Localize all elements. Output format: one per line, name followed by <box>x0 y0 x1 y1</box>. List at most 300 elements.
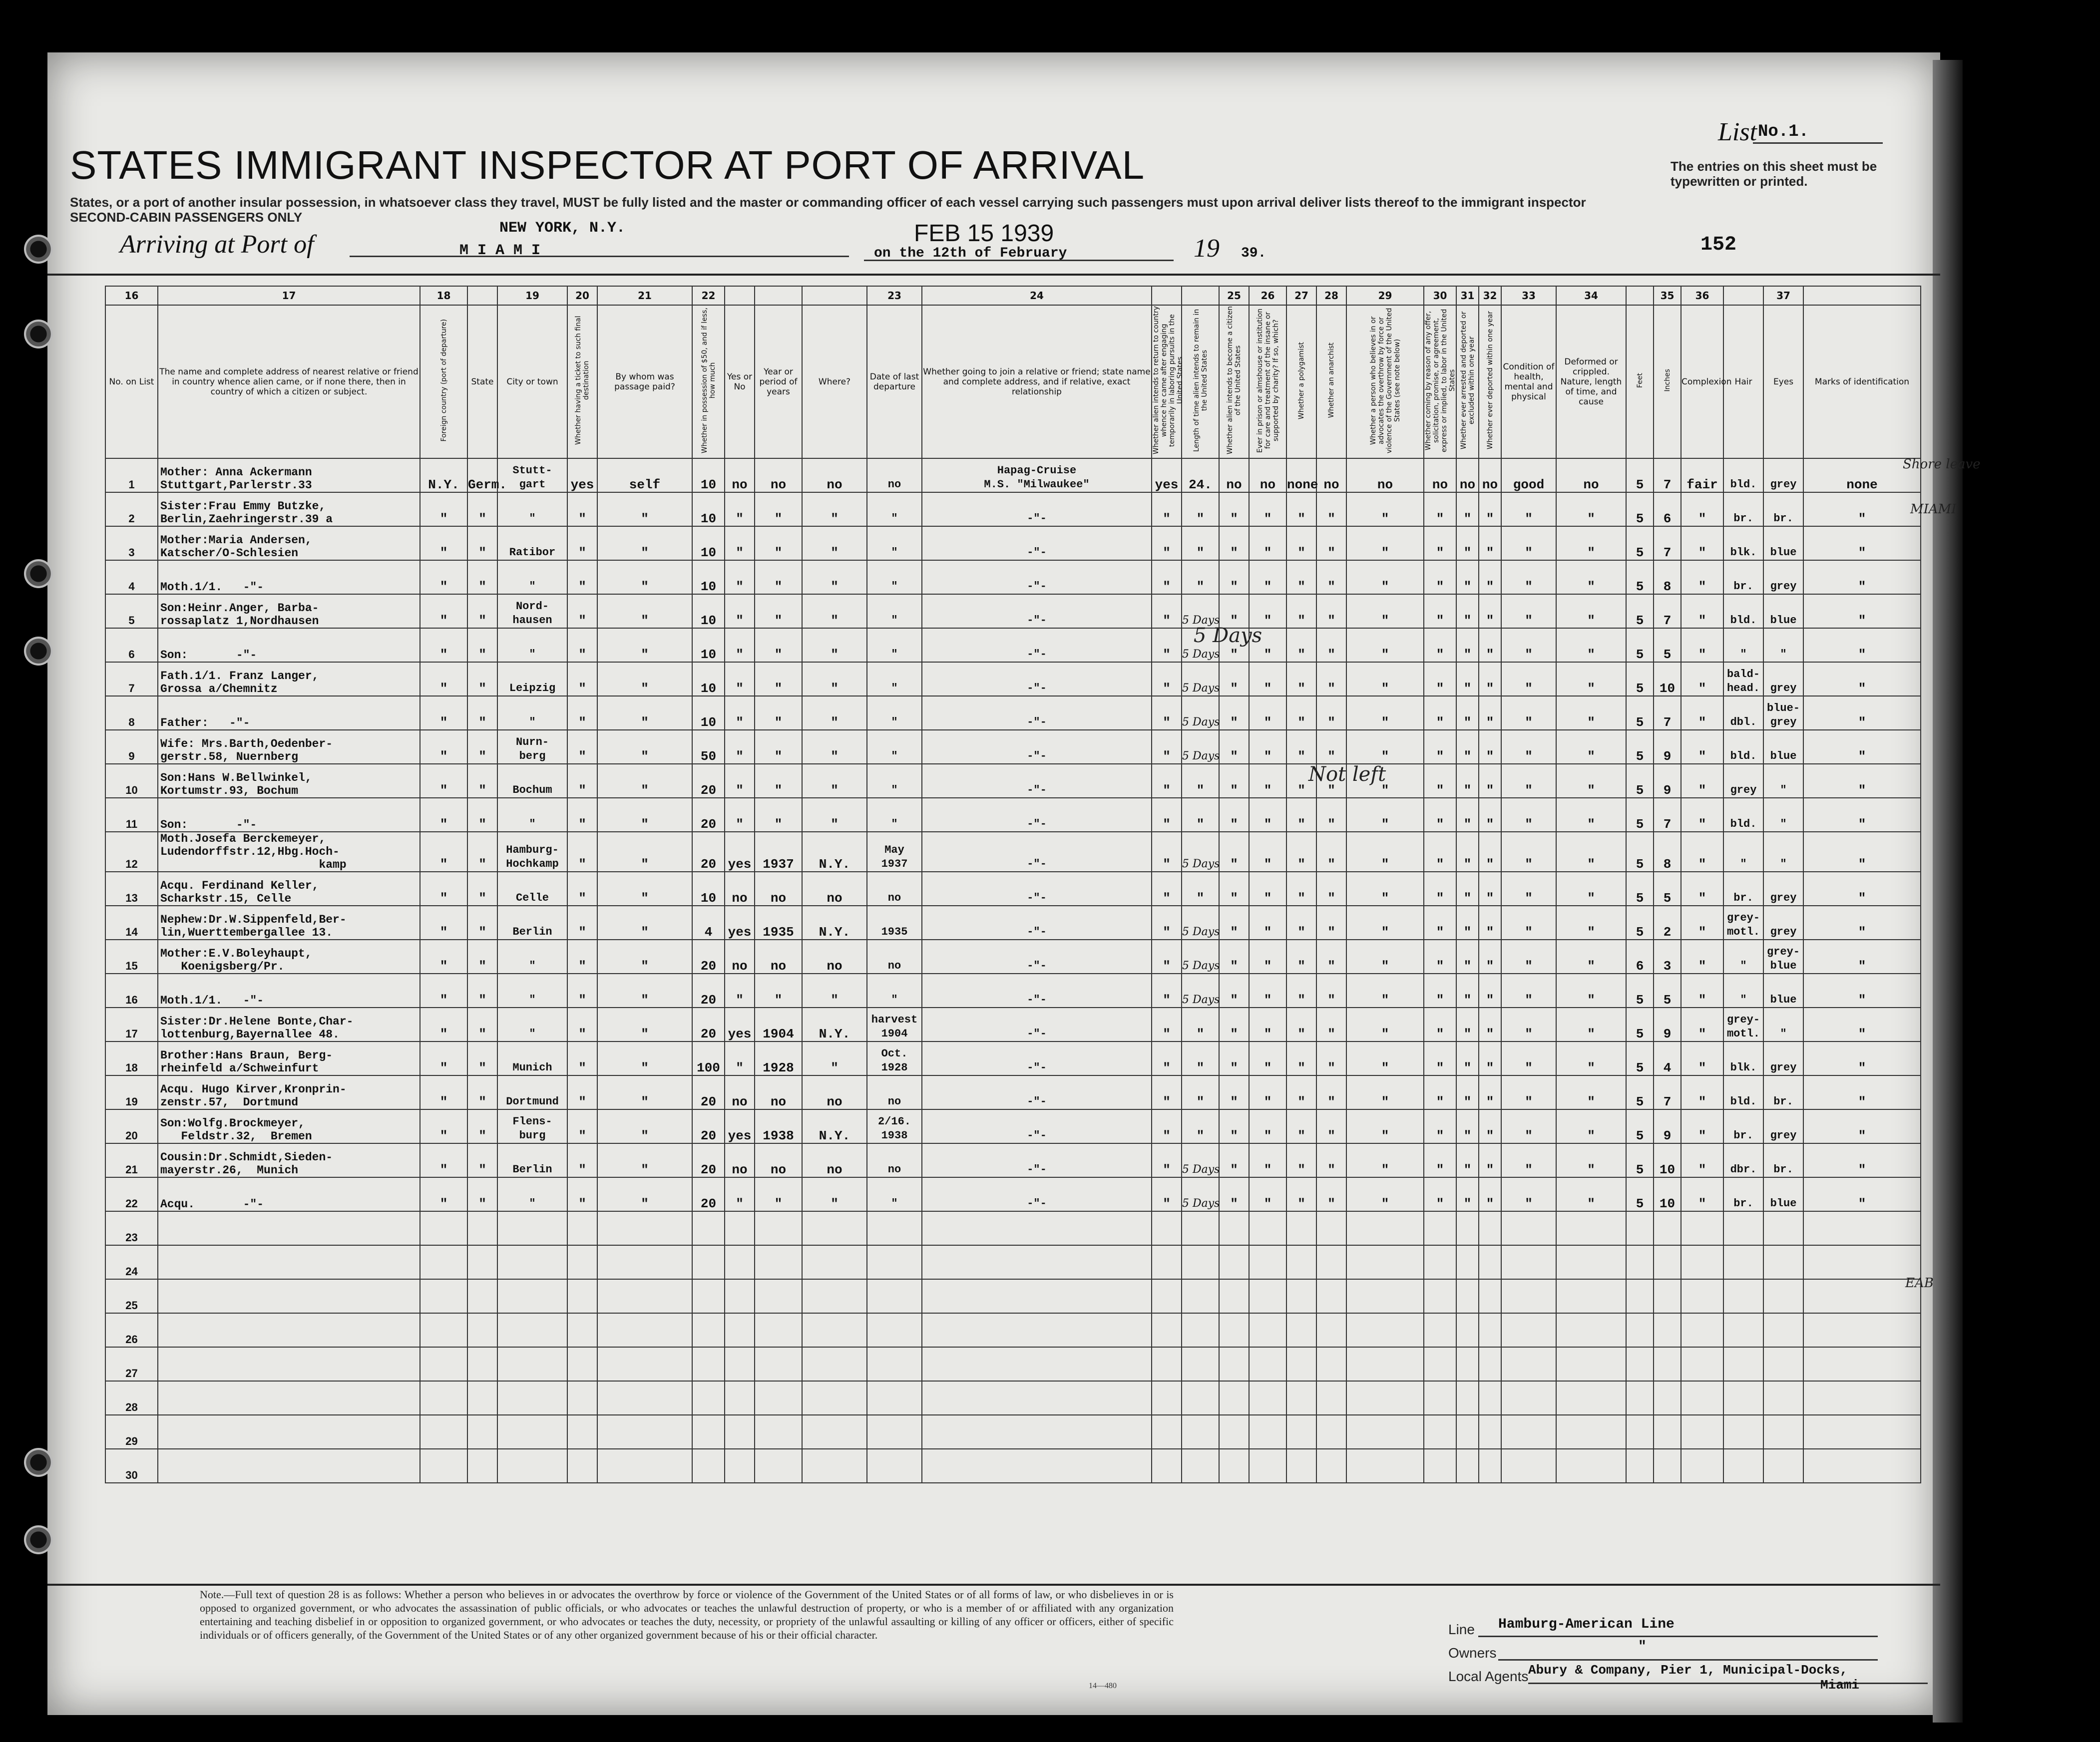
column-number <box>755 286 802 305</box>
cell-q31: " <box>1479 764 1501 798</box>
cell-no: 25 <box>105 1279 158 1313</box>
cell-dt: " <box>867 798 922 832</box>
cell-eyes: grey <box>1763 1042 1803 1075</box>
cell-eyes: grey <box>1763 560 1803 594</box>
cell-q28: " <box>1346 628 1424 662</box>
shipping-line: Hamburg-American Line <box>1498 1617 1675 1632</box>
margin-note-city: MIAMI <box>1910 502 1957 517</box>
cell-q31: " <box>1479 940 1501 974</box>
cell-wh: " <box>802 764 867 798</box>
cell-yr: " <box>755 560 802 594</box>
cell-q31: " <box>1479 1075 1501 1109</box>
cell-q29: no <box>1424 458 1456 492</box>
cell-fc: " <box>420 1042 467 1075</box>
cell-pa: " <box>1152 1143 1182 1177</box>
empty-cell <box>867 1211 922 1245</box>
cell-st: " <box>467 492 497 526</box>
cell-cond: good <box>1501 458 1556 492</box>
empty-cell <box>867 1415 922 1449</box>
empty-cell <box>1346 1415 1424 1449</box>
empty-cell <box>1424 1347 1456 1381</box>
cell-pb: " <box>1182 526 1219 560</box>
cell-yr: " <box>755 492 802 526</box>
cell-q27: " <box>1316 560 1346 594</box>
cell-pb: 24. <box>1182 458 1219 492</box>
cell-pb: 5 Days <box>1182 594 1219 628</box>
cell-dt: 1935 <box>867 906 922 940</box>
header-prison <box>1249 305 1286 458</box>
cell-pb: " <box>1182 764 1219 798</box>
cell-hair: br. <box>1723 872 1763 906</box>
cell-q30: " <box>1456 974 1479 1008</box>
cell-marks: " <box>1803 526 1921 560</box>
cell-st: " <box>467 1177 497 1211</box>
agents-label: Local Agents <box>1448 1669 1529 1684</box>
empty-cell <box>1316 1313 1346 1347</box>
cell-join: -"- <box>922 492 1152 526</box>
cell-paid: " <box>597 730 692 764</box>
cell-city: " <box>497 628 567 662</box>
cell-hair: blk. <box>1723 1042 1763 1075</box>
empty-cell <box>1456 1449 1479 1483</box>
column-number: 26 <box>1249 286 1286 305</box>
cell-eyes: grey <box>1763 458 1803 492</box>
empty-cell <box>1556 1347 1626 1381</box>
cell-wh: " <box>802 696 867 730</box>
cell-pc: " <box>1219 730 1249 764</box>
cell-q25: " <box>1249 1109 1286 1143</box>
column-header-row <box>105 305 1921 458</box>
cell-q25: " <box>1249 628 1286 662</box>
header-condition: Condition of health, mental and physical <box>1501 305 1556 458</box>
empty-cell <box>467 1211 497 1245</box>
cell-yn: " <box>725 492 755 526</box>
cell-cond: " <box>1501 526 1556 560</box>
cell-q26: " <box>1286 662 1316 696</box>
cell-money: 10 <box>692 458 725 492</box>
empty-cell <box>597 1279 692 1313</box>
empty-cell <box>467 1415 497 1449</box>
empty-cell <box>692 1279 725 1313</box>
cell-wh: " <box>802 730 867 764</box>
cell-in: 6 <box>1654 492 1681 526</box>
header-q28-text: Whether a person who believes in or advocates the overthrow by force or violence of the Government of the United States (see note below) <box>1369 308 1401 453</box>
empty-cell <box>1681 1381 1723 1415</box>
cell-pc: " <box>1219 872 1249 906</box>
cell-comp: " <box>1681 974 1723 1008</box>
empty-cell <box>1803 1415 1921 1449</box>
cell-yn: no <box>725 872 755 906</box>
cell-in: 5 <box>1654 974 1681 1008</box>
cell-rel: Son:Hans W.Bellwinkel, Kortumstr.93, Bochum <box>158 764 420 798</box>
empty-cell <box>1424 1449 1456 1483</box>
cell-wh: N.Y. <box>802 1109 867 1143</box>
empty-cell <box>867 1449 922 1483</box>
cell-q28: " <box>1346 594 1424 628</box>
cell-no: 22 <box>105 1177 158 1211</box>
cell-wh: no <box>802 1143 867 1177</box>
cell-money: 20 <box>692 798 725 832</box>
empty-cell <box>1654 1347 1681 1381</box>
cell-pa: " <box>1152 560 1182 594</box>
cell-q31: " <box>1479 730 1501 764</box>
cell-comp: " <box>1681 492 1723 526</box>
empty-cell <box>467 1347 497 1381</box>
header-q29-text: Whether coming by reason of any offer, solicitation, promise, or agreement, express or implied, to labor in the United States <box>1424 309 1456 452</box>
cell-q26: " <box>1286 798 1316 832</box>
cell-no: 6 <box>105 628 158 662</box>
empty-cell <box>1681 1415 1723 1449</box>
cell-rel: Moth.1/1. -"- <box>158 974 420 1008</box>
empty-cell <box>802 1313 867 1347</box>
cell-q30: " <box>1456 526 1479 560</box>
cell-ticket: " <box>567 906 597 940</box>
cell-def: " <box>1556 662 1626 696</box>
table-row <box>105 798 1921 832</box>
cell-wh: " <box>802 594 867 628</box>
cell-q29: " <box>1424 560 1456 594</box>
cell-rel: Brother:Hans Braun, Berg- rheinfeld a/Schweinfurt <box>158 1042 420 1075</box>
cell-wh: no <box>802 872 867 906</box>
cell-q27: " <box>1316 832 1346 872</box>
empty-cell <box>597 1313 692 1347</box>
column-number: 35 <box>1654 286 1681 305</box>
cell-comp: " <box>1681 764 1723 798</box>
cell-q30: " <box>1456 662 1479 696</box>
cell-fc: " <box>420 526 467 560</box>
cell-q25: " <box>1249 764 1286 798</box>
cell-ticket: yes <box>567 458 597 492</box>
cell-pb: 5 Days <box>1182 730 1219 764</box>
empty-cell <box>420 1381 467 1415</box>
empty-cell <box>1346 1245 1424 1279</box>
empty-cell <box>1456 1347 1479 1381</box>
empty-cell <box>755 1211 802 1245</box>
empty-cell <box>567 1245 597 1279</box>
empty-cell <box>1346 1313 1424 1347</box>
cell-q30: " <box>1456 1075 1479 1109</box>
cell-ft: 5 <box>1626 560 1654 594</box>
cell-pc: " <box>1219 1109 1249 1143</box>
cell-pc: " <box>1219 1008 1249 1042</box>
cell-city: Stutt- gart <box>497 458 567 492</box>
cell-yn: yes <box>725 906 755 940</box>
cell-q26: " <box>1286 1008 1316 1042</box>
empty-cell <box>1501 1381 1556 1415</box>
cell-def: " <box>1556 872 1626 906</box>
cell-pb: 5 Days <box>1182 974 1219 1008</box>
cell-money: 20 <box>692 940 725 974</box>
empty-cell <box>1681 1279 1723 1313</box>
cell-q25: " <box>1249 1143 1286 1177</box>
cell-yn: " <box>725 560 755 594</box>
cell-yr: " <box>755 662 802 696</box>
empty-cell <box>1219 1449 1249 1483</box>
column-number: 19 <box>497 286 567 305</box>
cell-st: " <box>467 974 497 1008</box>
empty-cell <box>692 1313 725 1347</box>
empty-cell <box>1249 1347 1286 1381</box>
cell-yn: no <box>725 940 755 974</box>
struck-port: NEW YORK, N.Y. <box>499 220 626 237</box>
cell-comp: " <box>1681 696 1723 730</box>
cell-st: " <box>467 1042 497 1075</box>
cell-paid: " <box>597 1042 692 1075</box>
empty-cell <box>1316 1415 1346 1449</box>
header-no: No. on List <box>105 305 158 458</box>
empty-cell <box>497 1347 567 1381</box>
cell-cond: " <box>1501 1177 1556 1211</box>
cell-in: 5 <box>1654 628 1681 662</box>
cell-st: " <box>467 526 497 560</box>
empty-cell <box>1763 1449 1803 1483</box>
cell-city: Ratibor <box>497 526 567 560</box>
cell-hair: grey- motl. <box>1723 1008 1763 1042</box>
empty-cell <box>467 1313 497 1347</box>
empty-cell <box>1316 1245 1346 1279</box>
cell-ticket: " <box>567 696 597 730</box>
cell-dt: Oct. 1928 <box>867 1042 922 1075</box>
cell-marks: " <box>1803 662 1921 696</box>
cell-def: " <box>1556 594 1626 628</box>
cell-in: 4 <box>1654 1042 1681 1075</box>
table-row <box>105 1008 1921 1042</box>
header-deformed: Deformed or crippled. Nature, length of time, and cause <box>1556 305 1626 458</box>
column-number: 24 <box>922 286 1152 305</box>
cell-city: Hamburg- Hochkamp <box>497 832 567 872</box>
empty-cell <box>1803 1279 1921 1313</box>
cell-no: 1 <box>105 458 158 492</box>
empty-cell <box>755 1245 802 1279</box>
cell-comp: " <box>1681 832 1723 872</box>
cell-q25: " <box>1249 1075 1286 1109</box>
cell-pb: 5 Days <box>1182 696 1219 730</box>
header-money-text: Whether in possession of $50, and if less, how much <box>700 308 717 453</box>
cell-in: 7 <box>1654 526 1681 560</box>
column-number: 34 <box>1556 286 1626 305</box>
arriving-label: Arriving at Port of <box>120 230 314 259</box>
header-foreign-country <box>420 305 467 458</box>
cell-hair: " <box>1723 974 1763 1008</box>
header-year-period: Year or period of years <box>755 305 802 458</box>
cell-ft: 5 <box>1626 662 1654 696</box>
empty-cell <box>1803 1381 1921 1415</box>
cell-q26: " <box>1286 974 1316 1008</box>
cell-city: Nord- hausen <box>497 594 567 628</box>
cell-yr: 1928 <box>755 1042 802 1075</box>
cell-marks: " <box>1803 872 1921 906</box>
empty-cell <box>1723 1245 1763 1279</box>
header-ticket-text: Whether having a ticket to such final destination <box>574 316 590 445</box>
cell-pa: " <box>1152 492 1182 526</box>
table-row <box>105 594 1921 628</box>
cell-eyes: grey <box>1763 662 1803 696</box>
empty-cell <box>692 1415 725 1449</box>
cell-cond: " <box>1501 628 1556 662</box>
empty-cell <box>1479 1449 1501 1483</box>
empty-cell <box>1501 1313 1556 1347</box>
cell-fc: " <box>420 1008 467 1042</box>
cell-city: Celle <box>497 872 567 906</box>
column-number <box>467 286 497 305</box>
cell-in: 7 <box>1654 594 1681 628</box>
cell-comp: " <box>1681 560 1723 594</box>
cell-marks: " <box>1803 1143 1921 1177</box>
empty-cell <box>802 1449 867 1483</box>
empty-cell <box>597 1211 692 1245</box>
cell-pa: " <box>1152 696 1182 730</box>
column-number: 22 <box>692 286 725 305</box>
cell-join: -"- <box>922 628 1152 662</box>
cell-pa: " <box>1152 594 1182 628</box>
empty-cell <box>1556 1313 1626 1347</box>
cell-no: 7 <box>105 662 158 696</box>
table-row <box>105 1143 1921 1177</box>
empty-cell <box>1424 1211 1456 1245</box>
header-q30-text: Whether ever arrested and deported or excluded within one year <box>1459 311 1476 450</box>
empty-cell <box>1316 1211 1346 1245</box>
empty-cell <box>867 1347 922 1381</box>
header-q31 <box>1479 305 1501 458</box>
cell-rel: Fath.1/1. Franz Langer, Grossa a/Chemnitz <box>158 662 420 696</box>
empty-cell <box>597 1347 692 1381</box>
cell-ticket: " <box>567 662 597 696</box>
empty-cell <box>158 1347 420 1381</box>
cell-q25: " <box>1249 594 1286 628</box>
cell-q30: " <box>1456 906 1479 940</box>
cell-q27: " <box>1316 628 1346 662</box>
cell-ticket: " <box>567 526 597 560</box>
cell-q28: " <box>1346 940 1424 974</box>
empty-cell <box>725 1449 755 1483</box>
cell-eyes: " <box>1763 832 1803 872</box>
empty-cell <box>755 1415 802 1449</box>
cell-def: " <box>1556 526 1626 560</box>
cell-yr: no <box>755 872 802 906</box>
cell-q30: " <box>1456 730 1479 764</box>
cell-yn: " <box>725 974 755 1008</box>
cell-pc: " <box>1219 1177 1249 1211</box>
port-underline <box>350 256 849 257</box>
cell-fc: " <box>420 1177 467 1211</box>
cell-no: 23 <box>105 1211 158 1245</box>
cell-rel: Acqu. Ferdinand Keller, Scharkstr.15, Celle <box>158 872 420 906</box>
empty-cell <box>497 1313 567 1347</box>
table-row <box>105 662 1921 696</box>
cell-hair: " <box>1723 832 1763 872</box>
empty-cell <box>1501 1211 1556 1245</box>
empty-cell <box>1626 1313 1654 1347</box>
cell-ft: 5 <box>1626 492 1654 526</box>
cell-hair: " <box>1723 940 1763 974</box>
cell-st: " <box>467 628 497 662</box>
cell-marks: " <box>1803 940 1921 974</box>
header-inches <box>1654 305 1681 458</box>
cell-pc: " <box>1219 1042 1249 1075</box>
empty-cell <box>567 1279 597 1313</box>
cell-ft: 5 <box>1626 906 1654 940</box>
header-where: Where? <box>802 305 867 458</box>
empty-cell <box>1456 1415 1479 1449</box>
empty-cell <box>158 1313 420 1347</box>
cell-hair: bald- head. <box>1723 662 1763 696</box>
cell-def: " <box>1556 974 1626 1008</box>
empty-row <box>105 1313 1921 1347</box>
cell-hair: br. <box>1723 560 1763 594</box>
cell-st: " <box>467 662 497 696</box>
cell-q26: " <box>1286 940 1316 974</box>
cell-dt: " <box>867 492 922 526</box>
cell-eyes: br. <box>1763 1075 1803 1109</box>
cell-fc: " <box>420 764 467 798</box>
cell-join: -"- <box>922 560 1152 594</box>
cell-pc: " <box>1219 798 1249 832</box>
cell-st: " <box>467 872 497 906</box>
empty-cell <box>1316 1347 1346 1381</box>
page-number: 152 <box>1700 234 1737 256</box>
cell-q26: " <box>1286 1109 1316 1143</box>
cell-in: 2 <box>1654 906 1681 940</box>
cell-q28: " <box>1346 1109 1424 1143</box>
empty-cell <box>420 1347 467 1381</box>
cell-in: 7 <box>1654 458 1681 492</box>
cell-def: " <box>1556 1143 1626 1177</box>
cell-q27: " <box>1316 1109 1346 1143</box>
cell-marks: " <box>1803 560 1921 594</box>
cell-cond: " <box>1501 832 1556 872</box>
cell-in: 10 <box>1654 1143 1681 1177</box>
owners-label: Owners <box>1448 1645 1497 1661</box>
cell-pa: yes <box>1152 458 1182 492</box>
cell-ticket: " <box>567 1042 597 1075</box>
empty-cell <box>1763 1313 1803 1347</box>
empty-cell <box>1219 1245 1249 1279</box>
cell-no: 5 <box>105 594 158 628</box>
empty-cell <box>567 1381 597 1415</box>
empty-cell <box>158 1381 420 1415</box>
empty-cell <box>1763 1211 1803 1245</box>
cell-paid: " <box>597 662 692 696</box>
empty-cell <box>725 1245 755 1279</box>
column-number: 16 <box>105 286 158 305</box>
cell-yn: " <box>725 526 755 560</box>
cell-wh: " <box>802 662 867 696</box>
cell-ticket: " <box>567 1109 597 1143</box>
empty-cell <box>467 1449 497 1483</box>
cell-comp: " <box>1681 594 1723 628</box>
cell-paid: " <box>597 492 692 526</box>
empty-cell <box>497 1381 567 1415</box>
cell-in: 5 <box>1654 872 1681 906</box>
line-label: Line <box>1448 1622 1475 1637</box>
empty-cell <box>158 1279 420 1313</box>
cell-in: 7 <box>1654 696 1681 730</box>
header-prison-text: Ever in prison or almshouse or institution for care and treatment of the insane or supported by charity? If so, which? <box>1256 308 1280 453</box>
cell-yr: " <box>755 696 802 730</box>
cell-yn: yes <box>725 1109 755 1143</box>
cell-q31: " <box>1479 1177 1501 1211</box>
cell-comp: " <box>1681 906 1723 940</box>
table-row <box>105 1177 1921 1211</box>
cell-q30: " <box>1456 560 1479 594</box>
cell-st: " <box>467 1109 497 1143</box>
header-polygamist <box>1286 305 1316 458</box>
cell-q28: " <box>1346 832 1424 872</box>
cell-rel: Son: -"- <box>158 628 420 662</box>
empty-cell <box>1723 1449 1763 1483</box>
cell-cond: " <box>1501 1143 1556 1177</box>
cell-q31: " <box>1479 526 1501 560</box>
